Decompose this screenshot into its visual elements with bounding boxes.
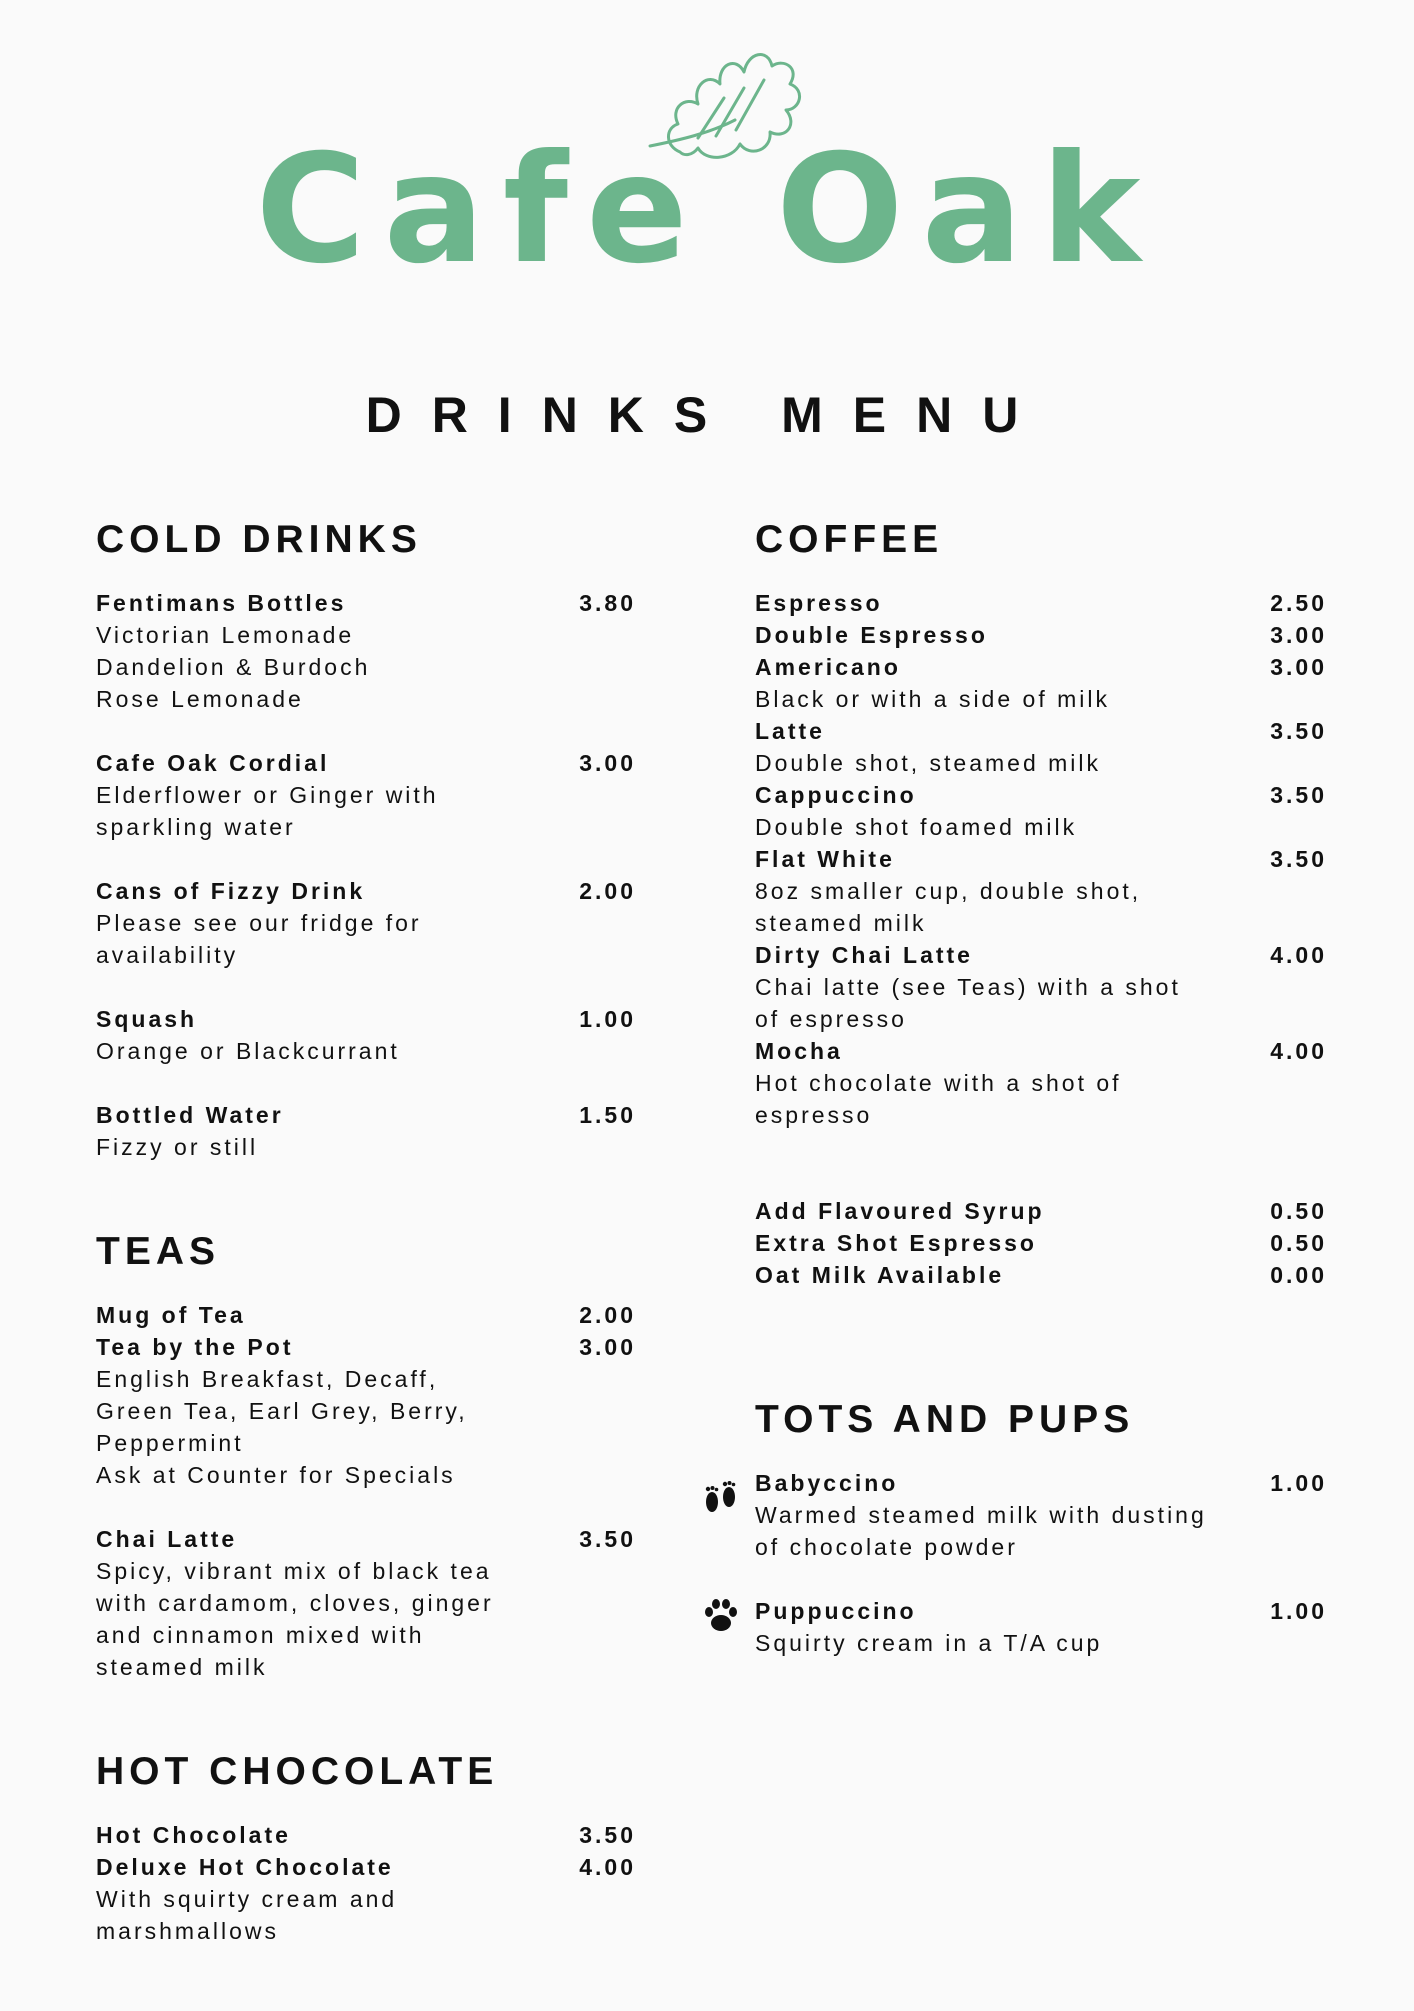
item-description: availability [96,942,239,968]
extra-price: 0.50 [1270,1198,1327,1224]
item-description: of chocolate powder [755,1534,1018,1560]
item-price: 3.50 [1270,846,1327,872]
item-name: Americano [755,654,901,680]
menu-item [96,747,636,843]
item-description: Double shot foamed milk [755,814,1078,840]
item-description: Elderflower or Ginger with [96,782,439,808]
item-name: Squash [96,1006,198,1032]
item-price: 2.00 [579,878,636,904]
spacer [755,1131,1327,1195]
item-description: Ask at Counter for Specials [96,1462,456,1488]
item-description: English Breakfast, Decaff, [96,1366,439,1392]
menu-item [96,1299,636,1331]
menu-item [755,939,1327,1035]
menu-item [755,715,1327,779]
item-price: 2.00 [579,1302,636,1328]
section-title-tots-and-pups: TOTS AND PUPS [755,1398,1135,1441]
hot-chocolate-section [96,1747,636,1947]
item-description: Squirty cream in a T/A cup [755,1630,1103,1656]
item-name: Cafe Oak Cordial [96,750,330,776]
menu-item [96,875,636,971]
item-description: steamed milk [96,1654,268,1680]
baby-feet-icon [699,1475,743,1519]
menu-item [755,1467,1327,1563]
item-price: 3.00 [1270,622,1327,648]
item-price: 3.00 [579,750,636,776]
item-description: and cinnamon mixed with [96,1622,425,1648]
coffee-section [755,515,1327,1291]
item-price: 3.00 [1270,654,1327,680]
item-price: 3.50 [1270,782,1327,808]
extra-item [755,1259,1327,1291]
extra-price: 0.50 [1270,1230,1327,1256]
item-price: 1.50 [579,1102,636,1128]
item-name: Puppuccino [755,1598,917,1624]
page-title: DRINKS MENU [365,387,1049,443]
menu-item [755,779,1327,843]
item-description: Dandelion & Burdoch [96,654,371,680]
item-description: sparkling water [96,814,296,840]
item-price: 3.50 [579,1526,636,1552]
item-name: Babyccino [755,1470,899,1496]
section-title-cold-drinks: COLD DRINKS [96,518,422,561]
item-description: Green Tea, Earl Grey, Berry, [96,1398,468,1424]
item-price: 3.00 [579,1334,636,1360]
item-name: Dirty Chai Latte [755,942,973,968]
cafe-logo [0,20,1414,300]
item-price: 4.00 [579,1854,636,1880]
item-description: Rose Lemonade [96,686,304,712]
menu-item [96,1331,636,1491]
menu-item [96,1819,636,1851]
menu-item [755,1595,1327,1659]
item-name: Cappuccino [755,782,917,808]
extra-item [755,1195,1327,1227]
item-name: Chai Latte [96,1526,238,1552]
paw-print-icon [699,1593,743,1637]
menu-item [755,843,1327,939]
item-name: Tea by the Pot [96,1334,294,1360]
item-description: Spicy, vibrant mix of black tea [96,1558,492,1584]
item-price: 3.50 [1270,718,1327,744]
extra-name: Extra Shot Espresso [755,1230,1037,1256]
right-column [755,515,1327,1723]
item-description: Chai latte (see Teas) with a shot [755,974,1181,1000]
item-description: With squirty cream and [96,1886,398,1912]
item-description: Warmed steamed milk with dusting [755,1502,1207,1528]
item-description: marshmallows [96,1918,279,1944]
item-description: Fizzy or still [96,1134,259,1160]
item-name: Deluxe Hot Chocolate [96,1854,394,1880]
item-description: Double shot, steamed milk [755,750,1102,776]
extra-name: Oat Milk Available [755,1262,1005,1288]
item-name: Bottled Water [96,1102,284,1128]
tots-and-pups-section [755,1395,1327,1659]
menu-item [96,1851,636,1947]
item-price: 4.00 [1270,1038,1327,1064]
teas-section [96,1227,636,1683]
menu-item [755,651,1327,715]
menu-item [96,1003,636,1067]
item-name: Hot Chocolate [96,1822,291,1848]
item-price: 3.80 [579,590,636,616]
item-description: steamed milk [755,910,927,936]
section-title-teas: TEAS [96,1230,221,1273]
item-name: Latte [755,718,825,744]
item-description: Victorian Lemonade [96,622,355,648]
item-description: with cardamom, cloves, ginger [96,1590,494,1616]
menu-item [755,1035,1327,1131]
item-description: Hot chocolate with a shot of [755,1070,1122,1096]
menu-item [755,587,1327,619]
item-name: Espresso [755,590,883,616]
extra-price: 0.00 [1270,1262,1327,1288]
item-name: Mocha [755,1038,843,1064]
cold-drinks-section [96,515,636,1163]
item-name: Mug of Tea [96,1302,246,1328]
item-price: 1.00 [1270,1470,1327,1496]
item-description: Orange or Blackcurrant [96,1038,400,1064]
menu-item [96,587,636,715]
item-price: 3.50 [579,1822,636,1848]
item-description: of espresso [755,1006,907,1032]
extra-item [755,1227,1327,1259]
item-name: Fentimans Bottles [96,590,347,616]
item-description: Peppermint [96,1430,244,1456]
item-price: 4.00 [1270,942,1327,968]
item-price: 2.50 [1270,590,1327,616]
item-price: 1.00 [1270,1598,1327,1624]
item-name: Flat White [755,846,895,872]
menu-item [96,1099,636,1163]
item-description: Please see our fridge for [96,910,422,936]
section-title-hot-chocolate: HOT CHOCOLATE [96,1750,499,1793]
item-description: 8oz smaller cup, double shot, [755,878,1142,904]
extra-name: Add Flavoured Syrup [755,1198,1045,1224]
spacer [755,1355,1327,1395]
item-description: espresso [755,1102,873,1128]
item-description: Black or with a side of milk [755,686,1110,712]
menu-item [96,1523,636,1683]
menu-item [755,619,1327,651]
logo-text: Cafe Oak [255,123,1159,297]
item-name: Cans of Fizzy Drink [96,878,366,904]
item-price: 1.00 [579,1006,636,1032]
section-title-coffee: COFFEE [755,518,944,561]
left-column [96,515,636,2011]
item-name: Double Espresso [755,622,988,648]
